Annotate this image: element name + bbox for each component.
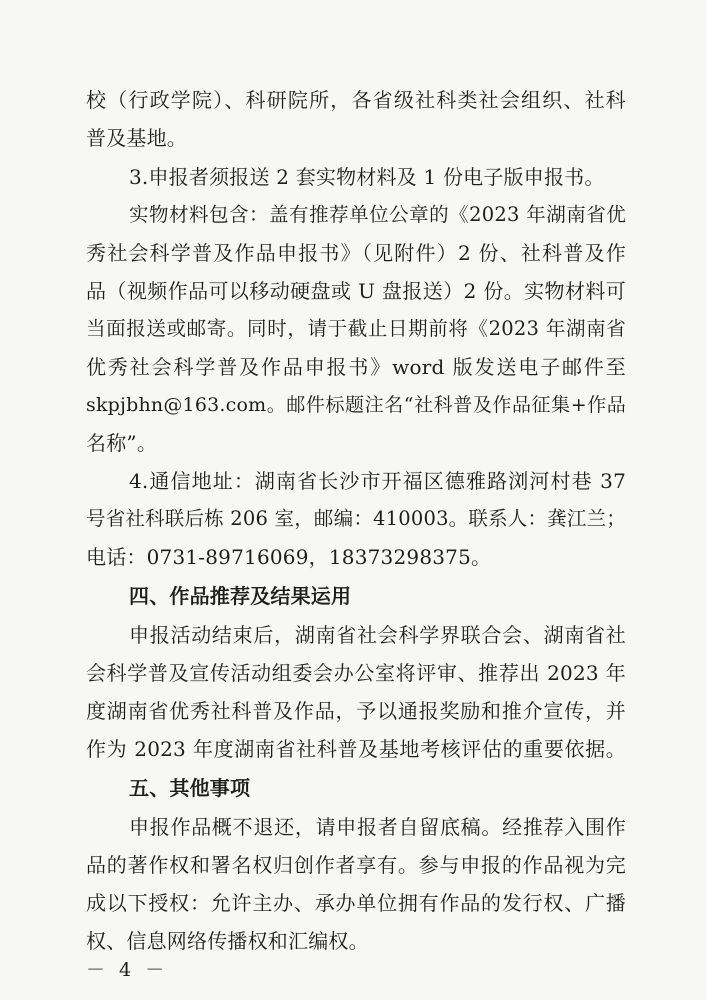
- body-line: 校（行政学院）、科研院所，各省级社科类社会组织、社科: [86, 88, 626, 112]
- body-line: skpjbhn@163.com。邮件标题注名“社科普及作品征集+作品: [86, 394, 626, 416]
- body-line: 普及基地。: [86, 126, 187, 150]
- section-heading: 五、其他事项: [129, 776, 251, 800]
- body-line: 品的著作权和署名权归创作者享有。参与申报的作品视为完: [86, 853, 626, 877]
- body-line: 度湖南省优秀社科普及作品，予以通报奖励和推介宣传，并: [86, 699, 626, 723]
- body-line: 权、信息网络传播权和汇编权。: [86, 929, 369, 953]
- page-number: － 4 －: [86, 959, 169, 981]
- body-line: 号省社科联后栋 206 室，邮编：410003。联系人：龚江兰；: [86, 507, 626, 530]
- body-line: 实物材料包含：盖有推荐单位公章的《2023 年湖南省优: [129, 203, 626, 226]
- body-line: 名称”。: [86, 431, 158, 455]
- body-line: 申报作品概不退还，请申报者自留底稿。经推荐入围作: [129, 815, 626, 839]
- body-line: 申报活动结束后，湖南省社会科学界联合会、湖南省社: [129, 623, 626, 647]
- body-line: 秀社会科学普及作品申报书》（见附件）2 份、社科普及作: [86, 241, 626, 265]
- body-line: 作为 2023 年度湖南省社科普及基地考核评估的重要依据。: [86, 737, 626, 761]
- list-item: 3.申报者须报送 2 套实物材料及 1 份电子版申报书。: [129, 165, 605, 189]
- section-heading: 四、作品推荐及结果运用: [129, 584, 352, 608]
- body-line: 当面报送或邮寄。同时，请于截止日期前将《2023 年湖南省: [86, 317, 626, 340]
- body-line: 品（视频作品可以移动硬盘或 U 盘报送）2 份。实物材料可: [86, 279, 626, 303]
- list-item: 4.通信地址：湖南省长沙市开福区德雅路浏河村巷 37: [129, 469, 626, 493]
- body-line: 优秀社会科学普及作品申报书》word 版发送电子邮件至: [86, 355, 626, 379]
- body-line: 会科学普及宣传活动组委会办公室将评审、推荐出 2023 年: [86, 661, 626, 685]
- body-line: 成以下授权：允许主办、承办单位拥有作品的发行权、广播: [86, 891, 626, 915]
- body-line: 电话：0731-89716069，18373298375。: [86, 545, 492, 569]
